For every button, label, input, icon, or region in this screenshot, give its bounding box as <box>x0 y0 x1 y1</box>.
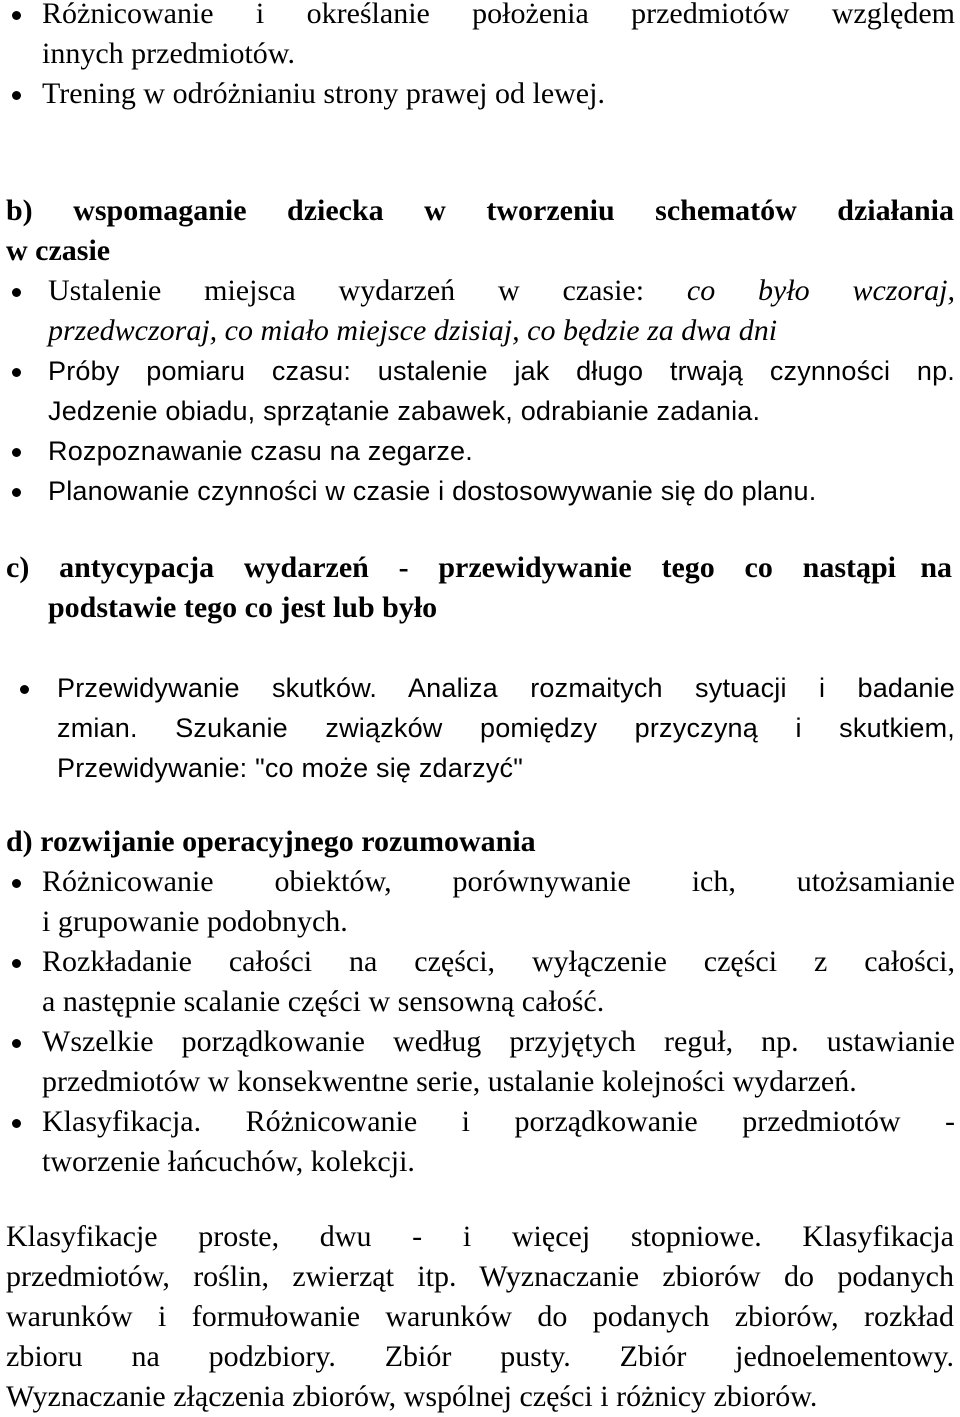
section-c-heading-end: na <box>920 551 952 584</box>
list-item-line: Planowanie czynności w czasie i dostosowywanie się do planu. <box>48 476 817 506</box>
top-bullet-list <box>0 0 960 114</box>
list-item-line: Rozkładanie całości na części, wyłączenie części z całości, <box>42 945 955 978</box>
bullet-icon <box>12 368 21 377</box>
section-d-heading: d) rozwijanie operacyjnego rozumowania <box>6 825 536 858</box>
list-item-line: Różnicowanie obiektów, porównywanie ich, utożsamianie <box>42 865 955 898</box>
list-item-line: i grupowanie podobnych. <box>42 905 348 938</box>
list-item-line: tworzenie łańcuchów, kolekcji. <box>42 1145 415 1178</box>
bullet-icon <box>12 879 21 888</box>
section-c-heading-cont: podstawie tego co jest lub było <box>48 591 438 624</box>
paragraph-line: Wyznaczanie złączenia zbiorów, wspólnej części i różnicy zbiorów. <box>6 1380 818 1413</box>
paragraph-line: zbioru na podzbiory. Zbiór pusty. Zbiór jednoelementowy. <box>6 1340 954 1373</box>
bullet-icon <box>12 91 21 100</box>
paragraph-line: przedmiotów, roślin, zwierząt itp. Wyznaczanie zbiorów do podanych <box>6 1260 954 1293</box>
section-d <box>0 822 960 1182</box>
list-item-line: Próby pomiaru czasu: ustalenie jak długo trwają czynności np. <box>48 356 955 386</box>
section-b-heading: b) wspomaganie dziecka w tworzeniu schematów działania <box>6 194 954 227</box>
section-b <box>0 191 960 511</box>
list-item-line: przedmiotów w konsekwentne serie, ustalanie kolejności wydarzeń. <box>42 1065 857 1098</box>
bullet-icon <box>12 288 21 297</box>
list-item-line: Klasyfikacja. Różnicowanie i porządkowanie przedmiotów - <box>42 1105 955 1138</box>
list-item-line: Jedzenie obiadu, sprzątanie zabawek, odrabianie zadania. <box>48 396 761 426</box>
bullet-icon <box>12 1119 21 1128</box>
list-item-line: zmian. Szukanie związków pomiędzy przyczyną i skutkiem, <box>57 713 955 743</box>
closing-paragraph <box>0 1217 960 1417</box>
list-item-line: Wszelkie porządkowanie według przyjętych reguł, np. ustawianie <box>42 1025 955 1058</box>
section-b-heading-cont: w czasie <box>6 234 111 267</box>
list-item-line: Przewidywanie skutków. Analiza rozmaitych sytuacji i badanie <box>57 673 955 703</box>
list-item-italic: co było wczoraj, <box>686 274 955 307</box>
list-item-line: a następnie scalanie części w sensowną całość. <box>42 985 605 1018</box>
list-item-italic: przedwczoraj, co miało miejsce dzisiaj, co będzie za dwa dni <box>48 314 778 347</box>
bullet-icon <box>12 1039 21 1048</box>
section-c-heading <box>0 548 954 588</box>
list-item-line: innych przedmiotów. <box>42 37 295 70</box>
section-c <box>0 548 960 783</box>
bullet-icon <box>12 959 21 968</box>
bullet-icon <box>12 448 21 457</box>
list-item-line <box>0 311 960 351</box>
list-item-line: Przewidywanie: "co może się zdarzyć" <box>57 753 524 783</box>
list-item-text: Ustalenie miejsca wydarzeń w czasie: <box>48 274 687 307</box>
list-item-line: Rozpoznawanie czasu na zegarze. <box>48 436 473 466</box>
list-item-line <box>0 271 955 311</box>
bullet-icon <box>12 11 21 20</box>
bullet-icon <box>12 488 21 497</box>
paragraph-line: warunków i formułowanie warunków do podanych zbiorów, rozkład <box>6 1300 954 1333</box>
paragraph-line: Klasyfikacje proste, dwu - i więcej stopniowe. Klasyfikacja <box>6 1220 954 1253</box>
list-item-line: Różnicowanie i określanie położenia przedmiotów względem <box>42 0 955 30</box>
list-item-line: Trening w odróżnianiu strony prawej od lewej. <box>42 77 605 110</box>
section-c-heading-text: c) antycypacja wydarzeń - przewidywanie tego co nastąpi <box>6 551 896 584</box>
list-item <box>0 668 960 788</box>
